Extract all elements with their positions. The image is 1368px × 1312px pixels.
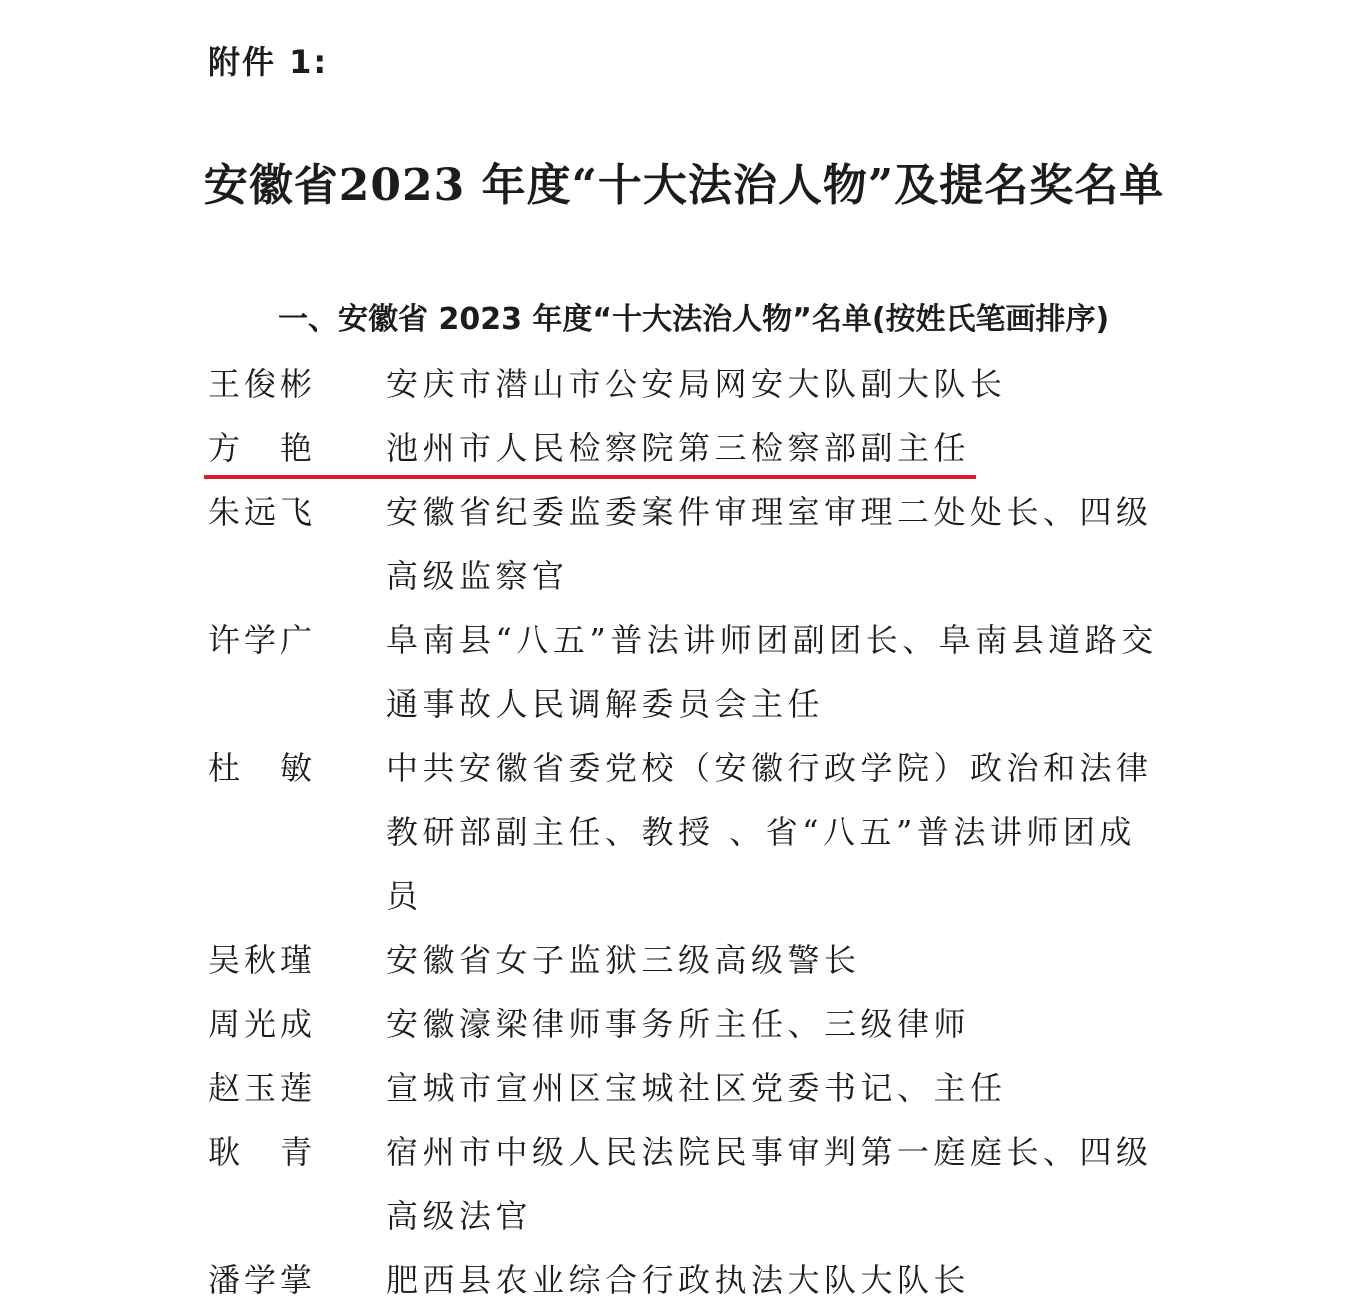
list-item: [208, 480, 1168, 608]
honoree-position: 安徽濠梁律师事务所主任、三级律师: [386, 1005, 971, 1043]
honoree-position: 安徽省纪委监委案件审理室审理二处处长、四级高级监察官: [386, 493, 1153, 595]
honoree-position: 中共安徽省委党校（安徽行政学院）政治和法律教研部副主任、教授 、省“八五”普法讲师团成员: [386, 749, 1153, 915]
list-item: [208, 736, 1168, 928]
honoree-name: 周光成: [208, 1005, 317, 1043]
honoree-position: 肥西县农业综合行政执法大队大队长: [386, 1261, 971, 1299]
honoree-name: 朱远飞: [208, 493, 317, 531]
list-item: [208, 992, 1168, 1056]
list-item: [208, 1056, 1168, 1120]
list-item: [208, 928, 1168, 992]
honoree-name: 吴秋瑾: [208, 941, 317, 979]
honoree-list: [208, 352, 1168, 1312]
section-heading: 一、安徽省 2023 年度“十大法治人物”名单(按姓氏笔画排序): [278, 302, 1110, 337]
honoree-position: 安徽省女子监狱三级高级警长: [386, 941, 861, 979]
honoree-position: 宣城市宣州区宝城社区党委书记、主任: [386, 1069, 1007, 1107]
list-item: [208, 608, 1168, 736]
honoree-position: 池州市人民检察院第三检察部副主任: [386, 429, 971, 467]
honoree-name: 方 艳: [208, 429, 317, 467]
honoree-position: 安庆市潜山市公安局网安大队副大队长: [386, 365, 1007, 403]
honoree-position: 阜南县“八五”普法讲师团副团长、阜南县道路交通事故人民调解委员会主任: [386, 621, 1158, 723]
honoree-name: 耿 青: [208, 1133, 317, 1171]
honoree-name: 赵玉莲: [208, 1069, 317, 1107]
honoree-name: 许学广: [208, 621, 317, 659]
red-highlight-underline: [204, 475, 976, 479]
document-title: 安徽省2023 年度“十大法治人物”及提名奖名单: [203, 160, 1165, 211]
honoree-name: 杜 敏: [208, 749, 317, 787]
honoree-position: 宿州市中级人民法院民事审判第一庭庭长、四级高级法官: [386, 1133, 1153, 1235]
list-item: [208, 1120, 1168, 1248]
list-item: [208, 1248, 1168, 1312]
attachment-label: 附件 1:: [208, 43, 329, 81]
honoree-name: 王俊彬: [208, 365, 317, 403]
honoree-name: 潘学掌: [208, 1261, 317, 1299]
list-item: [208, 352, 1168, 416]
list-item: [208, 416, 1168, 480]
